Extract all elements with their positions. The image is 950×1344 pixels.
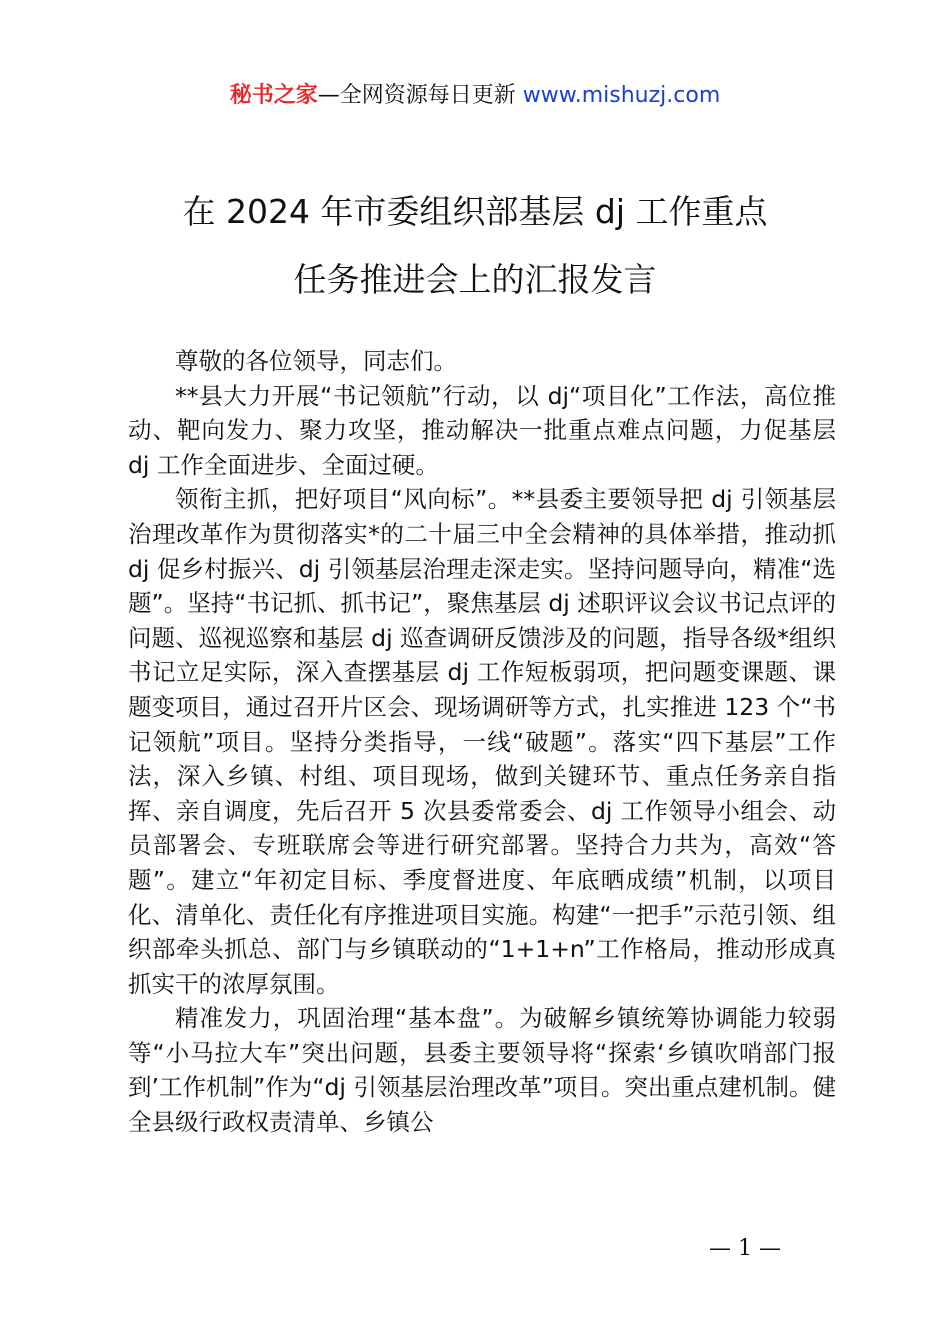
site-header (0, 80, 950, 112)
document-title-line-1: 在 2024 年市委组织部基层 dj 工作重点 (182, 192, 768, 231)
paragraph-intro: **县大力开展“书记领航”行动，以 dj“项目化”工作法，高位推动、靶向发力、聚力攻坚，推动解决一批重点难点问题，力促基层 dj 工作全面进步、全面过硬。 (128, 381, 836, 479)
page-number: — 1 — (709, 1236, 781, 1261)
site-url[interactable]: www.mishuzj.com (522, 83, 721, 108)
tagline: —全网资源每日更新 (317, 83, 523, 108)
document-title-line-2: 任务推进会上的汇报发言 (293, 260, 657, 299)
document-body (128, 344, 836, 1140)
paragraph-leadership: 领衔主抓，把好项目“风向标”。**县委主要领导把 dj 引领基层治理改革作为贯彻落实*的二十届三中全会精神的具体举措，推动抓 dj 促乡村振兴、dj 引领基层治理走深走实。坚持问题导向，精准“选题”。坚持“书记抓、抓书记”，聚焦基层 dj 述职评议会议书记点评的问题、巡视巡察和基层 dj 巡查调研反馈涉及的问题，指导各级*组织书记立足实际，深入查摆基层 dj 工作短板弱项，把问题变课题、课题变项目，通过召开片区会、现场调研等方式，扎实推进 123 个“书记领航”项目。坚持分类指导，一线“破题”。落实“四下基层”工作法，深入乡镇、村组、项目现场，做到关键环节、重点任务亲自指挥、亲自调度，先后召开 5 次县委常委会、dj 工作领导小组会、动员部署会、专班联席会等进行研究部署。坚持合力共为，高效“答题”。建立“年初定目标、季度督进度、年底晒成绩”机制，以项目化、清单化、责任化有序推进项目实施。构建“一把手”示范引领、组织部牵头抓总、部门与乡镇联动的“1+1+n”工作格局，推动形成真抓实干的浓厚氛围。 (128, 485, 836, 998)
paragraph-governance: 精准发力，巩固治理“基本盘”。为破解乡镇统筹协调能力较弱等“小马拉大车”突出问题，县委主要领导将“探索‘乡镇吹哨部门报到’工作机制”作为“dj 引领基层治理改革”项目。突出重点建机制。健全县级行政权责清单、乡镇公 (128, 1004, 836, 1137)
greeting: 尊敬的各位领导，同志们。 (175, 347, 457, 375)
brand-name: 秘书之家 (229, 83, 318, 108)
